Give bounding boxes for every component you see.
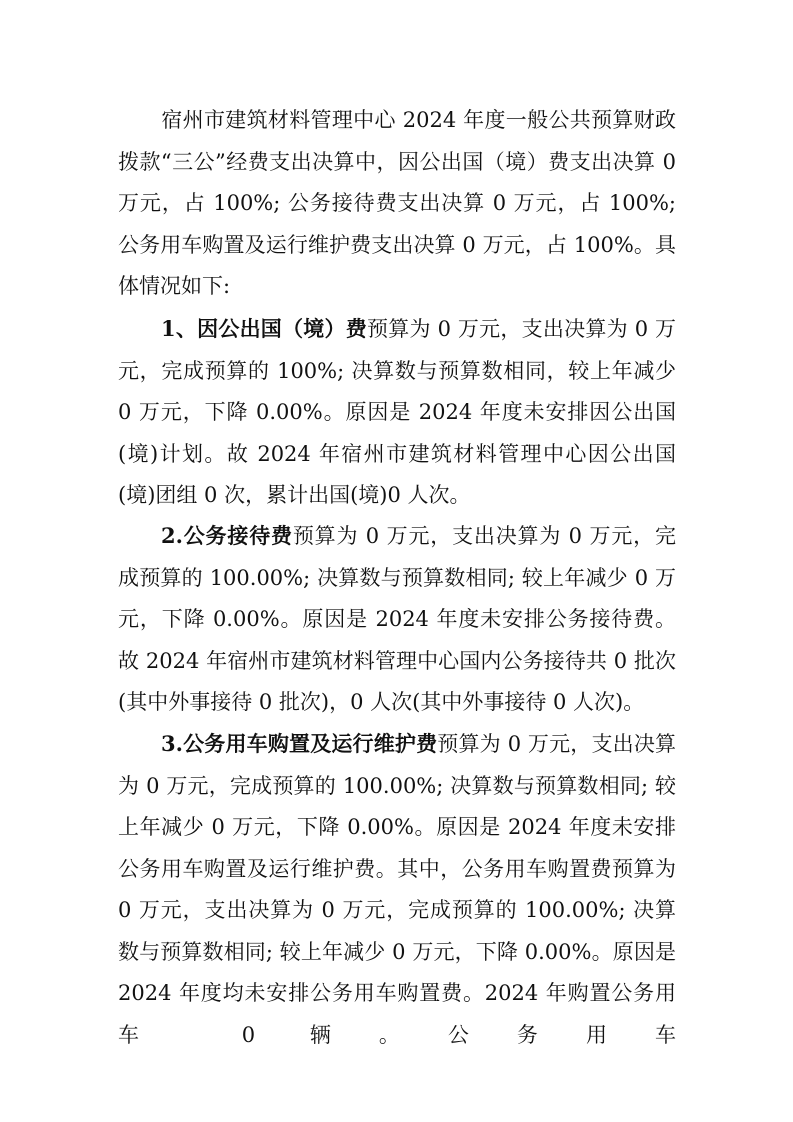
summary-paragraph bbox=[118, 100, 676, 308]
item1-body: 预算为 0 万元，支出决算为 0 万元，完成预算的 100%; 决算数与预算数相同，较上年减少 0 万元，下降 0.00%。原因是 2024 年度未安排因公出国(境)计划。故 2024 年宿州市建筑材料管理中心因公出国(境)团组 0 次，累计出国(境)0 人次。 bbox=[118, 317, 676, 507]
summary-text: 宿州市建筑材料管理中心 2024 年度一般公共预算财政拨款“三公”经费支出决算中，因公出国（境）费支出决算 0 万元，占 100%; 公务接待费支出决算 0 万元，占 100%; 公务用车购置及运行维护费支出决算 0 万元，占 100%。具体情况如下: bbox=[118, 108, 676, 298]
item3-paragraph bbox=[118, 723, 676, 1056]
item2-heading: 2.公务接待费 bbox=[161, 523, 293, 548]
item3-heading: 3.公务用车购置及运行维护费 bbox=[161, 731, 438, 756]
item2-body: 预算为 0 万元，支出决算为 0 万元，完成预算的 100.00%; 决算数与预算数相同; 较上年减少 0 万元，下降 0.00%。原因是 2024 年度未安排公务接待费。故 2024 年宿州市建筑材料管理中心国内公务接待共 0 批次(其中外事接待 0 批次)，0 人次(其中外事接待 0 人次)。 bbox=[118, 524, 676, 714]
item1-paragraph bbox=[118, 308, 676, 517]
item2-paragraph bbox=[118, 515, 676, 724]
item3-body: 预算为 0 万元，支出决算为 0 万元，完成预算的 100.00%; 决算数与预算数相同; 较上年减少 0 万元，下降 0.00%。原因是 2024 年度未安排公务用车购置及运行维护费。其中，公务用车购置费预算为 0 万元，支出决算为 0 万元，完成预算的 100.00%; 决算数与预算数相同; 较上年减少 0 万元，下降 0.00%。原因是 2024 年度均未安排公务用车购置费。2024 年购置公务用车 0 辆。公务用车 bbox=[118, 732, 677, 1047]
item1-heading: 1、因公出国（境）费 bbox=[161, 316, 367, 341]
